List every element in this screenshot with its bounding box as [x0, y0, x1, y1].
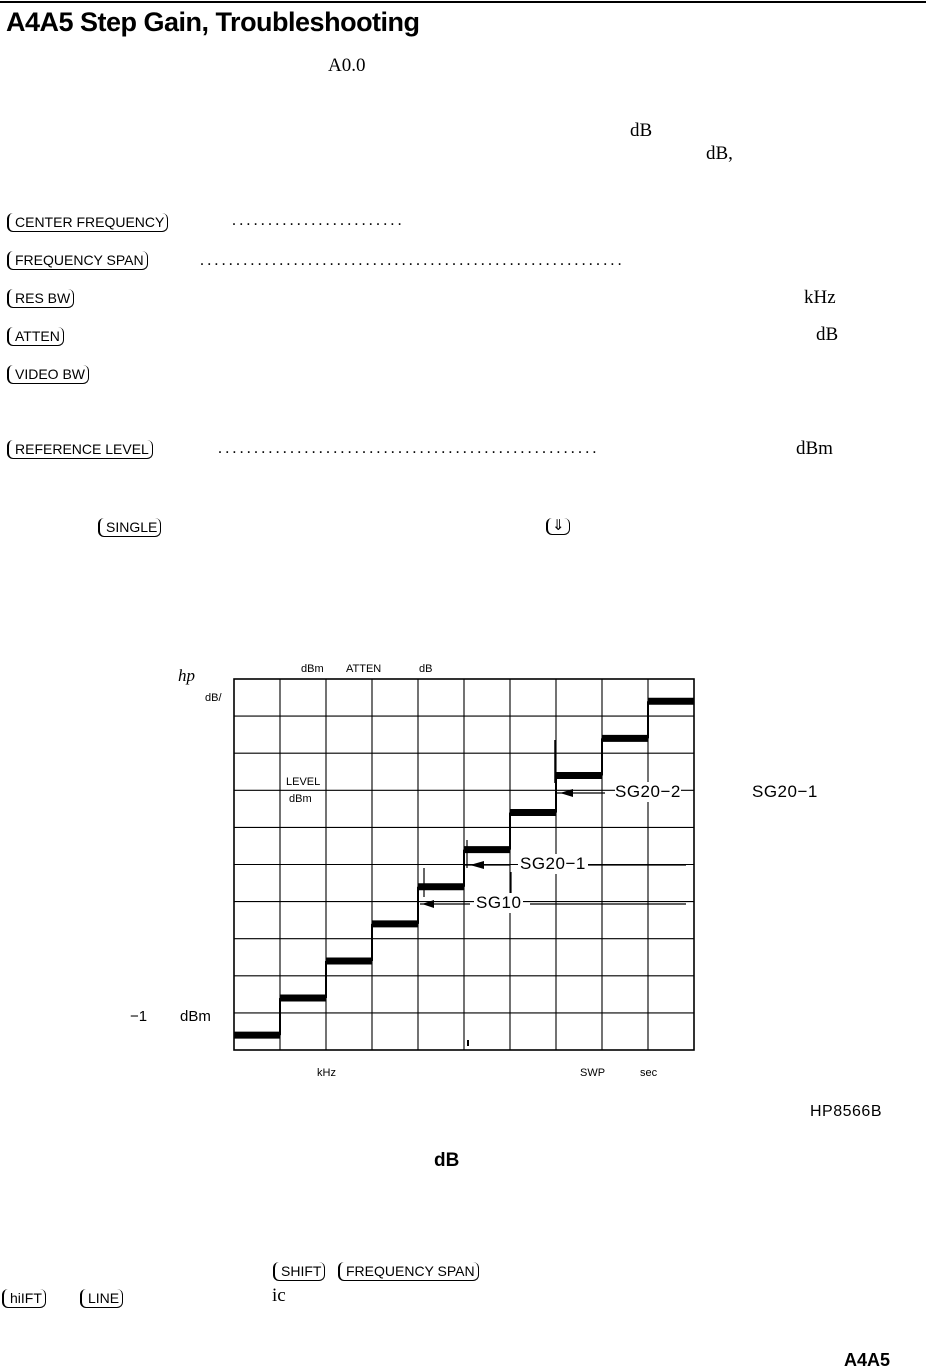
header-dbm: dBm	[301, 663, 324, 675]
marker-label-sg20-1: SG20−1	[520, 854, 586, 873]
arrow-icon	[422, 900, 434, 908]
atten-unit: dB	[816, 324, 839, 345]
reference-level-key[interactable]: REFERENCE LEVEL	[7, 440, 153, 459]
arrow-icon	[470, 861, 484, 869]
bottom-swp-label: SWP	[580, 1067, 606, 1079]
res-bw-key[interactable]: RES BW	[7, 289, 74, 308]
header-db: dB	[419, 663, 433, 675]
left-level-value: −1	[130, 1008, 148, 1025]
reference-designator: A0.0	[328, 55, 366, 76]
page-footer: A4A5	[843, 1350, 890, 1370]
frequency-span-key[interactable]: FREQUENCY SPAN	[7, 251, 148, 270]
bottom-sec-label: sec	[640, 1067, 658, 1079]
marker-label-sg10: SG10	[476, 893, 522, 912]
shift-key-2[interactable]: hiIFT	[2, 1289, 46, 1308]
instruction-fragment: ic	[272, 1285, 286, 1306]
top-rule	[0, 1, 926, 3]
graticule	[234, 679, 694, 1050]
res-bw-unit: kHz	[804, 287, 836, 308]
side-label-sg20-1: SG20−1	[752, 782, 818, 801]
paragraph-unit-db-comma: dB,	[706, 143, 733, 164]
ref-level-unit: dBm	[289, 793, 312, 805]
page-title: A4A5 Step Gain, Troubleshooting	[6, 7, 420, 37]
hp-logo: hp	[178, 666, 195, 685]
arrow-icon	[560, 789, 573, 797]
shift-key[interactable]: SHIFT	[273, 1262, 325, 1281]
paragraph-unit-db: dB	[630, 120, 653, 141]
video-bw-key[interactable]: VIDEO BW	[7, 365, 89, 384]
line-key[interactable]: LINE	[80, 1289, 123, 1308]
caption-db: dB	[434, 1150, 460, 1171]
marker-label-sg20-2: SG20−2	[615, 782, 681, 801]
graticule-border	[234, 679, 694, 1050]
left-level-unit: dBm	[180, 1008, 211, 1025]
ref-level-label: LEVEL	[286, 776, 321, 788]
leader-dots: .....................................................	[218, 440, 600, 457]
step-down-key[interactable]: ⇓	[546, 518, 570, 535]
atten-key[interactable]: ATTEN	[7, 327, 64, 346]
leader-dots: ........................	[232, 212, 405, 229]
scale-db-per-div: dB/	[205, 692, 222, 704]
step-trace	[234, 701, 694, 1035]
reference-level-unit: dBm	[796, 438, 833, 459]
bottom-khz-label: kHz	[317, 1067, 336, 1079]
leader-dots: ...........................................................	[200, 252, 625, 269]
center-frequency-key[interactable]: CENTER FREQUENCY	[7, 213, 168, 232]
part-number: HP8566B	[810, 1103, 882, 1120]
frequency-span-key-2[interactable]: FREQUENCY SPAN	[338, 1262, 479, 1281]
header-atten: ATTEN	[346, 663, 382, 675]
single-key[interactable]: SINGLE	[98, 518, 161, 537]
